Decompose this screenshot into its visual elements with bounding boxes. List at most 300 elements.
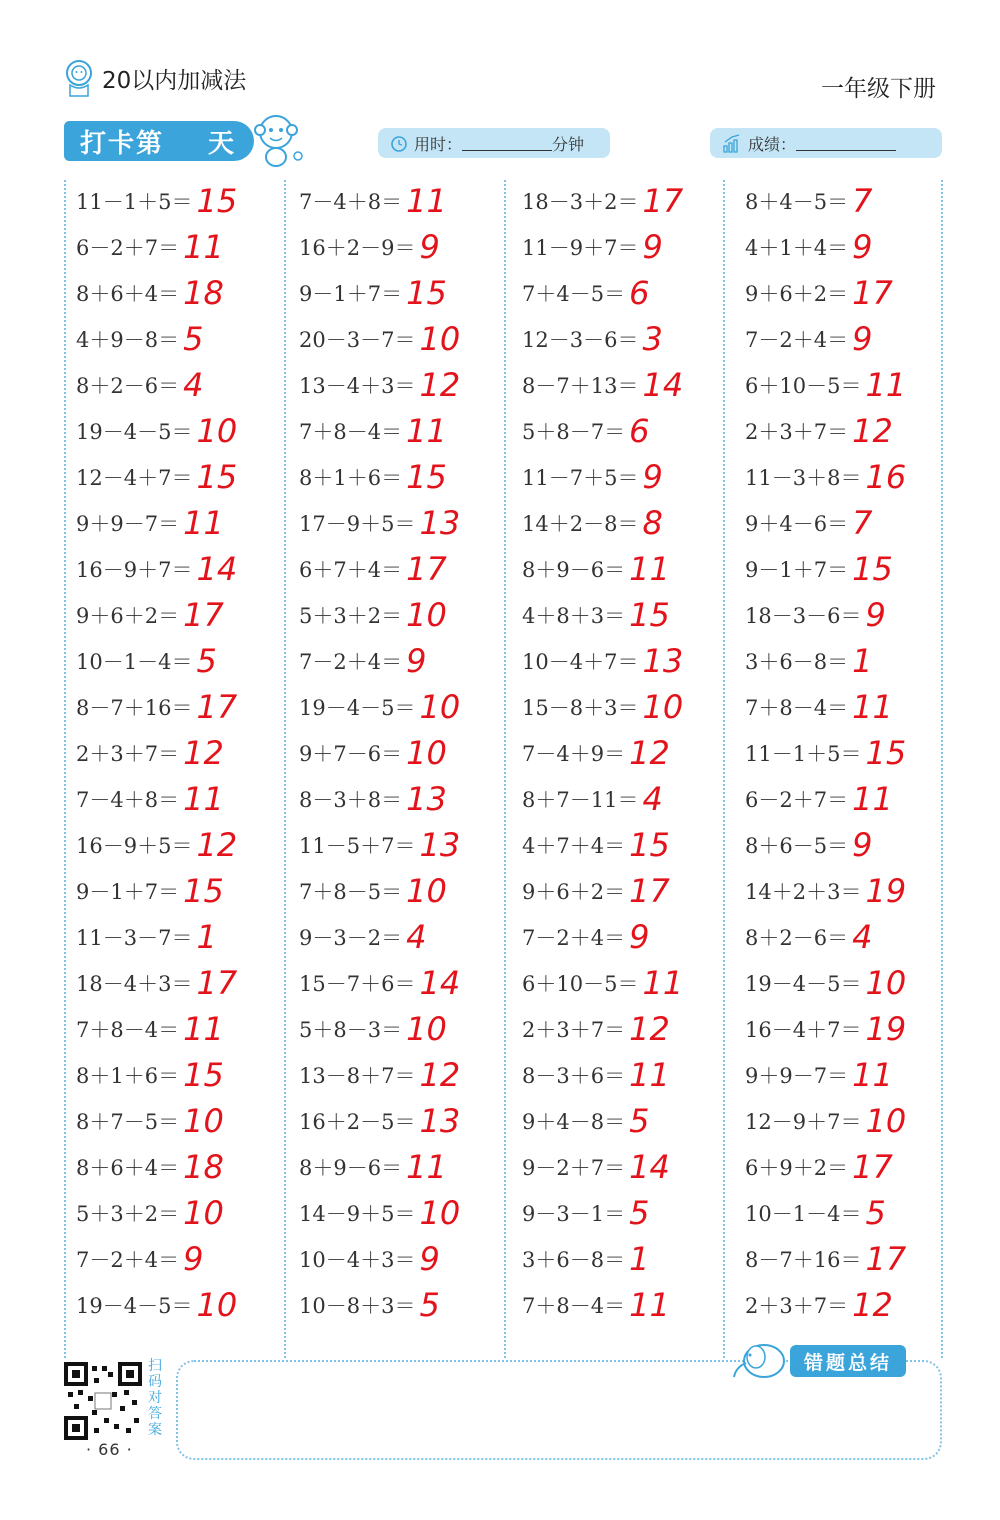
handwritten-answer[interactable]: 1 [629,1240,650,1278]
problem-row [522,362,683,408]
handwritten-answer[interactable]: 11 [629,1286,670,1324]
problem-equation: 8－7＋16＝ [76,696,193,720]
problem-row [299,1190,460,1236]
mistake-summary-title: 错题总结 [790,1345,906,1377]
elephant-icon [728,1337,790,1383]
handwritten-answer[interactable]: 13 [406,780,447,818]
problem-equation: 9＋7－6＝ [299,742,403,766]
handwritten-answer[interactable]: 6 [629,274,650,312]
problem-equation: 8＋1＋6＝ [76,1064,180,1088]
handwritten-answer[interactable]: 11 [852,1056,893,1094]
handwritten-answer[interactable]: 15 [865,734,907,772]
handwritten-answer[interactable]: 11 [865,366,907,404]
problem-row [522,224,663,270]
problem-equation: 14－9＋5＝ [299,1202,416,1226]
problem-equation: 8－3＋8＝ [299,788,403,812]
problem-equation: 9－3－2＝ [299,926,403,950]
problem-row [76,1190,224,1236]
problem-row [76,1144,224,1190]
column-divider [504,180,506,1358]
problem-equation: 7＋8－4＝ [522,1294,626,1318]
problem-equation: 7－2＋4＝ [299,650,403,674]
problem-equation: 4＋9－8＝ [76,328,180,352]
problem-equation: 5＋3＋2＝ [299,604,403,628]
problem-row [522,408,649,454]
problem-equation: 9－1＋7＝ [745,558,849,582]
problem-equation: 8＋7－11＝ [522,788,639,812]
problem-row [299,270,447,316]
score-label: 成绩： [748,134,797,154]
problem-row [745,822,872,868]
handwritten-answer[interactable]: 10 [183,1102,224,1140]
score-blank[interactable] [796,136,896,151]
handwritten-answer[interactable]: 11 [183,228,224,266]
problem-equation: 8＋2－6＝ [76,374,180,398]
problem-row [299,960,460,1006]
problem-equation: 14＋2＋3＝ [745,880,862,904]
problem-equation: 9－1＋7＝ [76,880,180,904]
handwritten-answer[interactable]: 10 [419,1194,461,1232]
handwritten-answer[interactable]: 6 [629,412,650,450]
handwritten-answer[interactable]: 11 [406,1148,447,1186]
problem-row [299,730,447,776]
problem-equation: 9－2＋7＝ [522,1156,626,1180]
problem-row [299,408,447,454]
handwritten-answer[interactable]: 5 [629,1194,650,1232]
handwritten-answer[interactable]: 11 [629,550,670,588]
problem-equation: 19－4－5＝ [299,696,416,720]
handwritten-answer[interactable]: 15 [196,458,238,496]
problem-equation: 9＋9－7＝ [76,512,180,536]
problem-equation: 2＋3＋7＝ [76,742,180,766]
problem-equation: 2＋3＋7＝ [745,420,849,444]
problem-equation: 11－5＋7＝ [299,834,416,858]
handwritten-answer[interactable]: 11 [183,780,224,818]
problem-row [299,316,460,362]
checkin-banner [64,121,254,161]
problem-row [522,822,670,868]
handwritten-answer[interactable]: 7 [852,504,873,542]
problem-equation: 11－1＋5＝ [745,742,862,766]
problem-equation: 19－4－5＝ [76,420,193,444]
handwritten-answer[interactable]: 9 [865,596,886,634]
problem-row [745,1282,893,1328]
problem-equation: 11－1＋5＝ [76,190,193,214]
checkin-prefix: 打卡第 [80,128,165,159]
qr-label: 扫码对答案 [148,1358,162,1438]
handwritten-answer[interactable]: 10 [419,320,461,358]
problem-equation: 12－9＋7＝ [745,1110,862,1134]
time-field [378,128,610,158]
handwritten-answer[interactable]: 1 [196,918,217,956]
problem-equation: 12－4＋7＝ [76,466,193,490]
problem-row [76,454,237,500]
handwritten-answer[interactable]: 10 [865,964,907,1002]
problem-equation: 6－2＋7＝ [745,788,849,812]
problem-equation: 6＋10－5＝ [745,374,862,398]
problem-equation: 18－4＋3＝ [76,972,193,996]
problem-equation: 16－9＋7＝ [76,558,193,582]
problem-equation: 13－8＋7＝ [299,1064,416,1088]
problem-row [76,1098,224,1144]
problem-row [745,868,906,914]
problem-row [299,638,426,684]
problem-equation: 9＋6＋2＝ [745,282,849,306]
handwritten-answer[interactable]: 17 [865,1240,907,1278]
problem-row [522,776,663,822]
handwritten-answer[interactable]: 9 [183,1240,204,1278]
problem-row [76,546,237,592]
problem-row [299,1052,460,1098]
problem-equation: 11－7＋5＝ [522,466,639,490]
handwritten-answer[interactable]: 19 [865,1010,907,1048]
problem-equation: 6＋10－5＝ [522,972,639,996]
problem-row [522,270,649,316]
problem-equation: 8－7＋16＝ [745,1248,862,1272]
handwritten-answer[interactable]: 9 [419,1240,440,1278]
handwritten-answer[interactable]: 11 [642,964,684,1002]
problem-row [299,1006,447,1052]
handwritten-answer[interactable]: 7 [852,182,873,220]
column-divider [941,180,943,1358]
problem-row [522,1006,670,1052]
handwritten-answer[interactable]: 4 [852,918,873,956]
problem-equation: 8＋1＋6＝ [299,466,403,490]
handwritten-answer[interactable]: 15 [196,182,238,220]
handwritten-answer[interactable]: 17 [196,688,238,726]
problem-equation: 11－3＋8＝ [745,466,862,490]
problem-grid [64,180,942,1358]
handwritten-answer[interactable]: 15 [406,274,447,312]
handwritten-answer[interactable]: 11 [406,412,447,450]
problem-row [522,1144,670,1190]
problem-row [299,592,447,638]
problem-row [745,1052,893,1098]
handwritten-answer[interactable]: 15 [852,550,893,588]
handwritten-answer[interactable]: 12 [196,826,238,864]
problem-row [76,1282,237,1328]
handwritten-answer[interactable]: 17 [629,872,670,910]
problem-equation: 7＋8－4＝ [76,1018,180,1042]
problem-row [76,316,203,362]
monkey-icon [252,110,308,168]
problem-equation: 9＋4－8＝ [522,1110,626,1134]
clock-icon [390,134,408,152]
problem-equation: 13－4＋3＝ [299,374,416,398]
problem-equation: 10－4＋7＝ [522,650,639,674]
handwritten-answer[interactable]: 14 [196,550,238,588]
problem-equation: 10－1－4＝ [76,650,193,674]
handwritten-answer[interactable]: 12 [852,412,893,450]
handwritten-answer[interactable]: 9 [406,642,427,680]
handwritten-answer[interactable]: 4 [642,780,663,818]
problem-equation: 15－7＋6＝ [299,972,416,996]
problem-row [522,316,663,362]
problem-equation: 9＋6＋2＝ [76,604,180,628]
handwritten-answer[interactable]: 17 [852,274,893,312]
handwritten-answer[interactable]: 11 [183,504,224,542]
problem-row [745,1006,906,1052]
problem-row [76,270,224,316]
problem-row [522,1236,649,1282]
handwritten-answer[interactable]: 18 [183,274,224,312]
problem-row [76,1006,224,1052]
column-divider [284,180,286,1358]
handwritten-answer[interactable]: 10 [406,596,447,634]
handwritten-answer[interactable]: 5 [419,1286,440,1324]
problem-row [745,914,872,960]
handwritten-answer[interactable]: 10 [406,872,447,910]
problem-row [76,224,224,270]
problem-equation: 7＋8－4＝ [745,696,849,720]
problem-equation: 9－1＋7＝ [299,282,403,306]
handwritten-answer[interactable]: 12 [419,366,461,404]
handwritten-answer[interactable]: 11 [183,1010,224,1048]
problem-row [745,270,893,316]
handwritten-answer[interactable]: 17 [196,964,238,1002]
problem-equation: 3＋6－8＝ [522,1248,626,1272]
time-label: 用时： [414,134,463,154]
handwritten-answer[interactable]: 14 [642,366,684,404]
handwritten-answer[interactable]: 13 [419,504,461,542]
problem-row [299,224,440,270]
problem-row [522,1282,670,1328]
handwritten-answer[interactable]: 13 [642,642,684,680]
problem-equation: 11－3－7＝ [76,926,193,950]
handwritten-answer[interactable]: 11 [852,688,893,726]
handwritten-answer[interactable]: 17 [406,550,447,588]
problem-row [745,684,893,730]
problem-equation: 7－4＋8＝ [76,788,180,812]
checkin-suffix: 天 [208,128,237,159]
handwritten-answer[interactable]: 15 [629,596,670,634]
problem-row [745,638,872,684]
problem-row [522,1098,649,1144]
handwritten-answer[interactable]: 9 [852,320,873,358]
handwritten-answer[interactable]: 10 [406,734,447,772]
handwritten-answer[interactable]: 3 [642,320,663,358]
problem-row [745,224,872,270]
problem-row [76,684,237,730]
problem-equation: 6＋9＋2＝ [745,1156,849,1180]
handwritten-answer[interactable]: 5 [629,1102,650,1140]
handwritten-answer[interactable]: 9 [642,458,663,496]
handwritten-answer[interactable]: 5 [196,642,217,680]
problem-equation: 6＋7＋4＝ [299,558,403,582]
problem-row [745,546,893,592]
header-left [62,58,246,98]
handwritten-answer[interactable]: 16 [865,458,907,496]
problem-equation: 7－2＋4＝ [745,328,849,352]
handwritten-answer[interactable]: 17 [852,1148,893,1186]
problem-equation: 8－7＋13＝ [522,374,639,398]
problem-row [522,868,670,914]
handwritten-answer[interactable]: 11 [629,1056,670,1094]
handwritten-answer[interactable]: 15 [183,872,224,910]
problem-row [299,1144,447,1190]
problem-row [76,1236,203,1282]
problem-equation: 20－3－7＝ [299,328,416,352]
problem-row [745,1236,906,1282]
time-blank[interactable] [462,136,552,151]
problem-equation: 14＋2－8＝ [522,512,639,536]
handwritten-answer[interactable]: 13 [419,1102,461,1140]
problem-equation: 3＋6－8＝ [745,650,849,674]
handwritten-answer[interactable]: 12 [629,1010,670,1048]
problem-equation: 4＋1＋4＝ [745,236,849,260]
problem-row [76,868,224,914]
problem-row [745,1098,906,1144]
problem-row [299,776,447,822]
problem-row [299,178,447,224]
problem-row [299,1236,440,1282]
handwritten-answer[interactable]: 11 [406,182,447,220]
problem-equation: 7－4＋8＝ [299,190,403,214]
problem-equation: 7＋8－4＝ [299,420,403,444]
problem-row [299,362,460,408]
problem-equation: 2＋3＋7＝ [522,1018,626,1042]
problem-row [76,822,237,868]
handwritten-answer[interactable]: 17 [183,596,224,634]
handwritten-answer[interactable]: 14 [419,964,461,1002]
problem-equation: 8＋6＋4＝ [76,1156,180,1180]
handwritten-answer[interactable]: 9 [642,228,663,266]
problem-equation: 8＋2－6＝ [745,926,849,950]
handwritten-answer[interactable]: 4 [183,366,204,404]
grade-label: 一年级下册 [821,76,936,102]
problem-equation: 5＋8－3＝ [299,1018,403,1042]
problem-row [522,684,683,730]
problem-row [745,1144,893,1190]
handwritten-answer[interactable]: 9 [852,826,873,864]
handwritten-answer[interactable]: 9 [629,918,650,956]
problem-equation: 18－3＋2＝ [522,190,639,214]
problem-equation: 16＋2－5＝ [299,1110,416,1134]
problem-row [522,546,670,592]
problem-equation: 16－9＋5＝ [76,834,193,858]
lion-icon [62,58,96,98]
handwritten-answer[interactable]: 10 [196,1286,238,1324]
problem-row [76,638,217,684]
handwritten-answer[interactable]: 12 [183,734,224,772]
handwritten-answer[interactable]: 12 [852,1286,893,1324]
problem-equation: 17－9＋5＝ [299,512,416,536]
problem-row [522,730,670,776]
handwritten-answer[interactable]: 17 [642,182,684,220]
problem-equation: 7＋8－5＝ [299,880,403,904]
problem-equation: 12－3－6＝ [522,328,639,352]
problem-row [745,500,872,546]
problem-equation: 11－9＋7＝ [522,236,639,260]
page-number: · 66 · [86,1440,133,1459]
problem-row [299,1098,460,1144]
handwritten-answer[interactable]: 10 [196,412,238,450]
column-divider [723,180,725,1358]
problem-equation: 9＋6＋2＝ [522,880,626,904]
problem-row [299,454,447,500]
handwritten-answer[interactable]: 5 [183,320,204,358]
problem-equation: 16＋2－9＝ [299,236,416,260]
problem-equation: 10－8＋3＝ [299,1294,416,1318]
problem-row [745,454,906,500]
problem-row [76,408,237,454]
handwritten-answer[interactable]: 15 [183,1056,224,1094]
problem-row [745,776,893,822]
problem-row [76,730,224,776]
problem-row [745,316,872,362]
problem-row [522,500,663,546]
problem-row [522,914,649,960]
problem-row [299,546,447,592]
problem-equation: 4＋8＋3＝ [522,604,626,628]
problem-row [76,500,224,546]
problem-row [522,592,670,638]
handwritten-answer[interactable]: 10 [183,1194,224,1232]
handwritten-answer[interactable]: 11 [852,780,893,818]
handwritten-answer[interactable]: 1 [852,642,873,680]
handwritten-answer[interactable]: 15 [406,458,447,496]
time-unit: 分钟 [552,134,585,154]
handwritten-answer[interactable]: 12 [419,1056,461,1094]
handwritten-answer[interactable]: 9 [419,228,440,266]
problem-equation: 10－1－4＝ [745,1202,862,1226]
handwritten-answer[interactable]: 10 [865,1102,907,1140]
score-field [710,128,942,158]
problem-equation: 7－2＋4＝ [522,926,626,950]
problem-row [76,592,224,638]
problem-equation: 7＋4－5＝ [522,282,626,306]
problem-equation: 8－3＋6＝ [522,1064,626,1088]
problem-row [76,914,217,960]
problem-equation: 19－4－5＝ [76,1294,193,1318]
handwritten-answer[interactable]: 19 [865,872,907,910]
handwritten-answer[interactable]: 9 [852,228,873,266]
problem-equation: 9－3－1＝ [522,1202,626,1226]
chart-icon [722,133,742,153]
problem-row [522,960,683,1006]
problem-row [76,776,224,822]
problem-row [76,960,237,1006]
qr-code-icon[interactable] [64,1362,142,1440]
handwritten-answer[interactable]: 5 [865,1194,886,1232]
problem-equation: 8＋6＋4＝ [76,282,180,306]
problem-row [522,638,683,684]
column-divider [64,180,66,1358]
handwritten-answer[interactable]: 14 [629,1148,670,1186]
handwritten-answer[interactable]: 10 [419,688,461,726]
problem-row [522,1190,649,1236]
problem-equation: 8＋4－5＝ [745,190,849,214]
problem-row [745,1190,886,1236]
handwritten-answer[interactable]: 18 [183,1148,224,1186]
problem-row [76,178,237,224]
problem-equation: 7－2＋4＝ [76,1248,180,1272]
book-title: 20以内加减法 [102,67,247,94]
handwritten-answer[interactable]: 10 [642,688,684,726]
problem-equation: 19－4－5＝ [745,972,862,996]
problem-equation: 16－4＋7＝ [745,1018,862,1042]
problem-equation: 8＋9－6＝ [299,1156,403,1180]
handwritten-answer[interactable]: 8 [642,504,663,542]
handwritten-answer[interactable]: 15 [629,826,670,864]
problem-equation: 7－4＋9＝ [522,742,626,766]
handwritten-answer[interactable]: 13 [419,826,461,864]
handwritten-answer[interactable]: 10 [406,1010,447,1048]
problem-row [522,178,683,224]
problem-row [299,914,426,960]
handwritten-answer[interactable]: 12 [629,734,670,772]
handwritten-answer[interactable]: 4 [406,918,427,956]
